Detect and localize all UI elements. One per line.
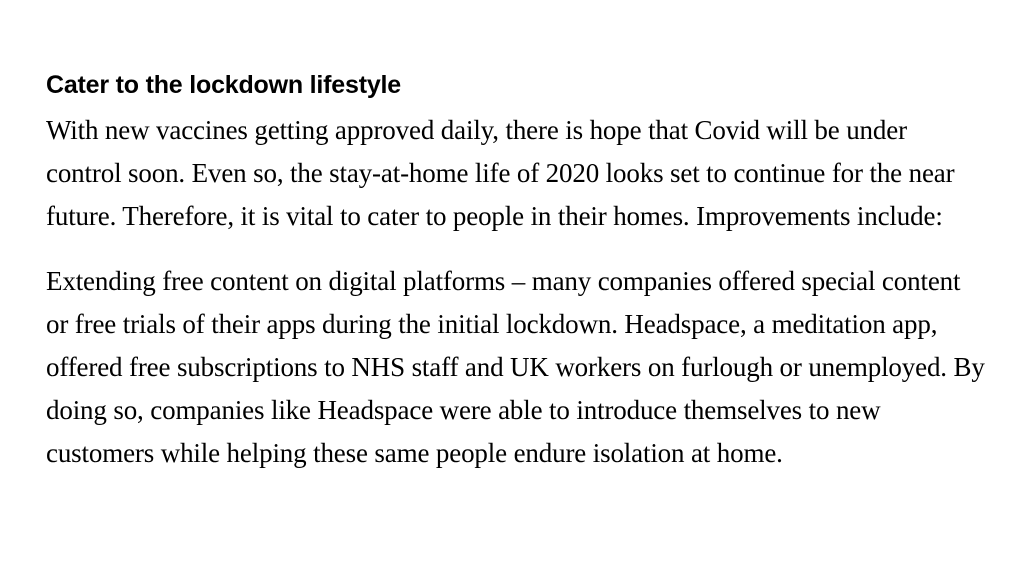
document-body bbox=[46, 68, 986, 475]
intro-paragraph: With new vaccines getting approved daily, there is hope that Covid will be under control soon. Even so, the stay-at-home life of 2020 looks set to continue for the near future. Therefore, it is vital to cater to people in their homes. Improvements include: bbox=[46, 115, 955, 231]
section-heading: Cater to the lockdown lifestyle bbox=[46, 71, 401, 99]
free-content-paragraph: Extending free content on digital platforms – many companies offered special content or free trials of their apps during the initial lockdown. Headspace, a meditation app, offered free subscriptions to NHS staff and UK workers on furlough or unemployed. By doing so, companies like Headspace were able to introduce themselves to new customers while helping these same people endure isolation at home. bbox=[46, 266, 985, 468]
